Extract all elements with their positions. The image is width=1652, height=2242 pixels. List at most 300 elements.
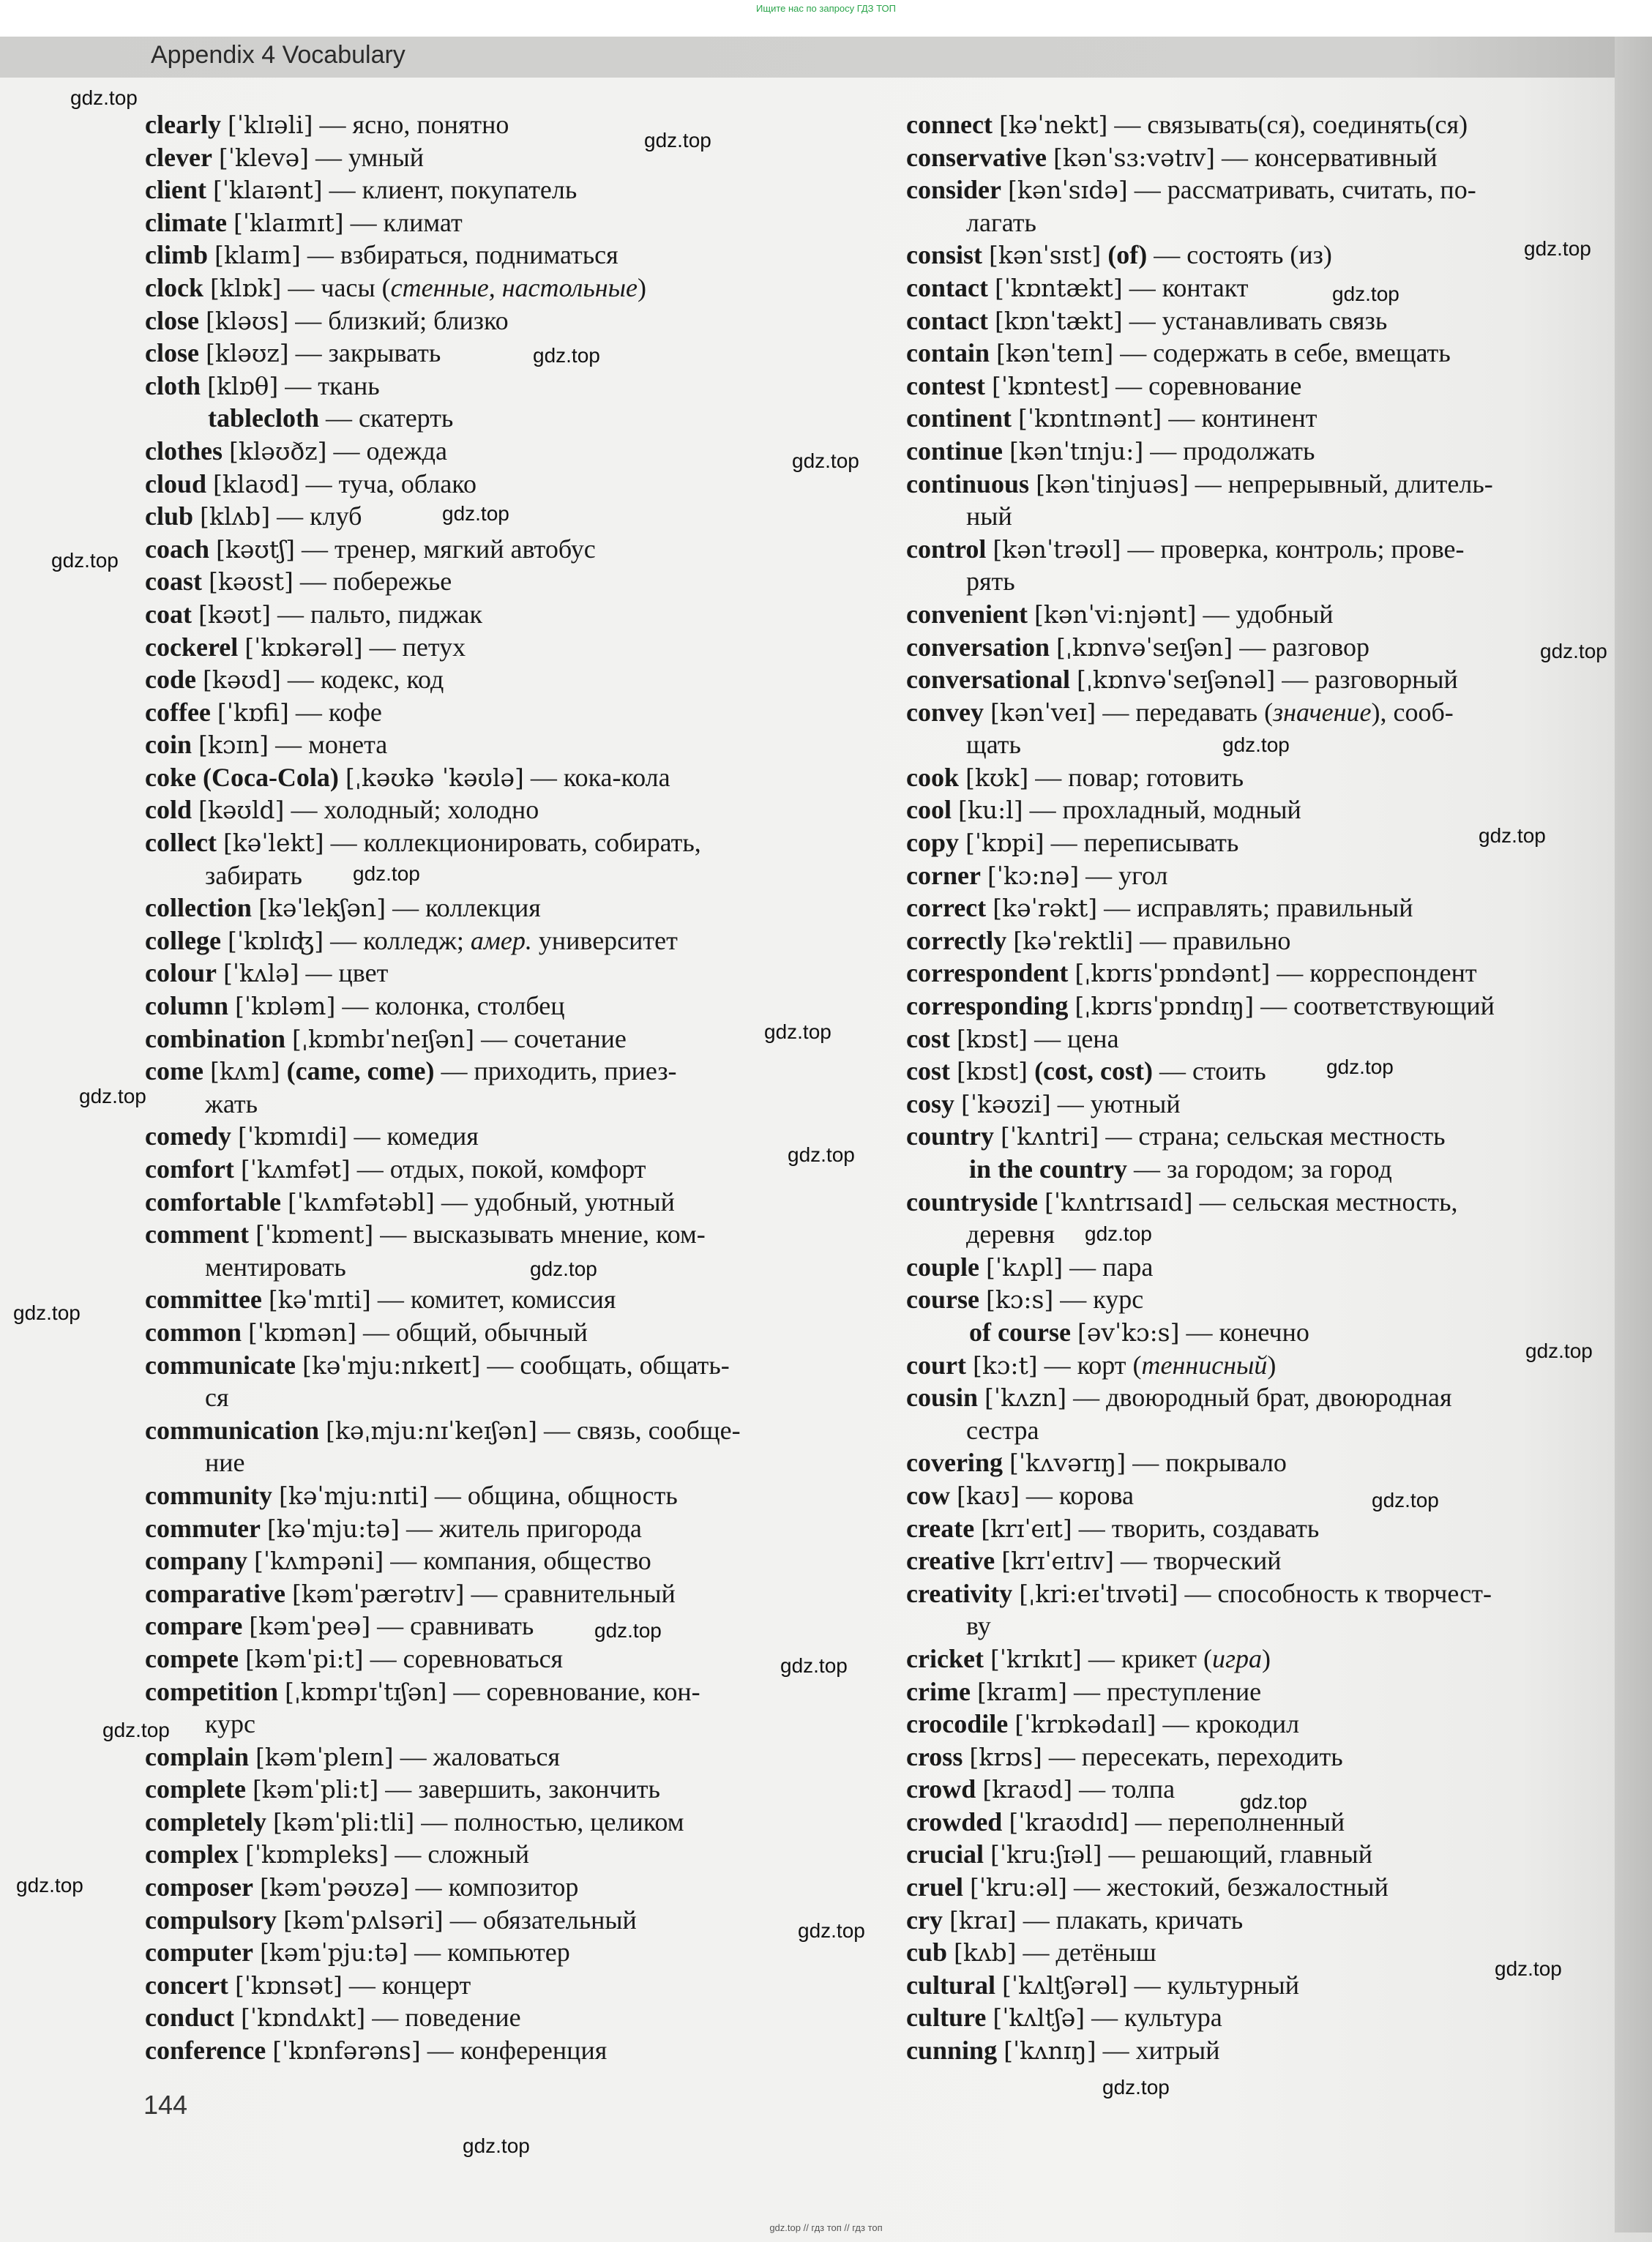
headword: complex <box>145 1839 239 1869</box>
definition: — соревнование, кон- <box>446 1676 700 1706</box>
headword: club <box>145 501 194 531</box>
definition: — коллекция <box>386 893 541 923</box>
definition: — компания, общество <box>384 1546 651 1576</box>
definition: — непрерывный, длитель- <box>1188 468 1493 498</box>
vocabulary-entry <box>906 1316 1609 1349</box>
definition: — житель пригорода <box>399 1513 642 1543</box>
headword: continent <box>906 403 1012 433</box>
transcription: [ˈkʌnɪŋ] <box>1003 2036 1096 2066</box>
vocabulary-entry <box>906 1446 1609 1479</box>
transcription: [kraɪm] <box>976 1677 1067 1706</box>
vocabulary-entry <box>145 239 913 272</box>
definition: — преступление <box>1066 1676 1262 1706</box>
definition: — стоить <box>1153 1056 1266 1086</box>
definition: — комедия <box>347 1121 479 1151</box>
transcription: [kʌb] <box>954 1938 1017 1968</box>
headword: cold <box>145 795 193 825</box>
headword: covering <box>906 1448 1003 1478</box>
definition: — общий, обычный <box>356 1317 588 1347</box>
headword: cosy <box>906 1088 954 1118</box>
headword: community <box>145 1480 272 1510</box>
headword: contact <box>906 305 988 335</box>
transcription: [kɒst] <box>956 1024 1028 1053</box>
vocabulary-entry <box>145 402 913 435</box>
watermark: gdz.top <box>1524 237 1591 260</box>
definition: — переполненный <box>1128 1806 1345 1836</box>
definition: — часы ( <box>281 272 391 302</box>
transcription: [ˈkɒmpleks] <box>244 1840 389 1869</box>
transcription: [kəˈrektli] <box>1013 926 1134 955</box>
definition: — сочетание <box>474 1023 627 1053</box>
watermark: gdz.top <box>102 1719 170 1741</box>
transcription: [kənˈveɪ] <box>990 698 1096 727</box>
transcription: [kənˈsɪdə] <box>1008 176 1128 205</box>
vocabulary-entry <box>906 1838 1609 1871</box>
definition: — побережье <box>293 567 452 597</box>
definition: — климат <box>343 207 463 237</box>
definition: — полностью, целиком <box>414 1806 684 1836</box>
vocabulary-entry <box>145 304 913 337</box>
vocabulary-entry <box>906 892 1609 924</box>
transcription: [krɪˈeɪtɪv] <box>1001 1547 1114 1576</box>
vocabulary-entry <box>145 1349 913 1382</box>
definition: — продолжать <box>1143 436 1315 466</box>
watermark: gdz.top <box>13 1301 81 1324</box>
transcription: [kəmˈpleɪn] <box>255 1742 394 1771</box>
headword: culture <box>906 2003 987 2033</box>
definition-tail: ) <box>1267 1350 1277 1380</box>
watermark: gdz.top <box>798 1919 865 1942</box>
headword: corresponding <box>906 991 1069 1021</box>
definition-italic: стенные, настольные <box>390 272 638 302</box>
headword: course <box>906 1285 979 1315</box>
definition: — повар; готовить <box>1028 762 1244 792</box>
headword: comment <box>145 1219 249 1249</box>
watermark: gdz.top <box>1495 1957 1562 1980</box>
definition: — компьютер <box>408 1938 570 1968</box>
definition: ся <box>205 1383 229 1413</box>
definition: — удобный <box>1196 599 1334 629</box>
vocabulary-entry <box>145 761 913 794</box>
definition: — конференция <box>420 2036 608 2066</box>
vocabulary-entry <box>145 1283 913 1316</box>
entry-continuation <box>145 1446 913 1479</box>
definition: сестра <box>966 1415 1039 1445</box>
vocabulary-entry <box>906 370 1609 403</box>
vocabulary-entry <box>145 826 913 859</box>
definition: — сложный <box>388 1839 529 1869</box>
vocabulary-entry <box>145 1544 913 1577</box>
headword: country <box>906 1121 994 1151</box>
vocabulary-entry <box>906 1186 1609 1219</box>
entry-continuation <box>906 206 1609 239</box>
vocabulary-entry <box>145 1186 913 1219</box>
headword: conversational <box>906 665 1070 695</box>
headword: correct <box>906 893 987 923</box>
headword: crucial <box>906 1839 984 1869</box>
transcription: [ˈkru:əl] <box>969 1873 1068 1902</box>
vocabulary-entry <box>906 272 1609 304</box>
page-number: 144 <box>143 2090 188 2120</box>
transcription: [kəˈlekʃən] <box>258 894 386 923</box>
headword: completely <box>145 1806 266 1836</box>
definition: — высказывать мнение, ком- <box>373 1219 706 1249</box>
vocabulary-entry <box>906 957 1609 990</box>
watermark: gdz.top <box>644 129 711 152</box>
transcription: [ˈkʌvərɪŋ] <box>1009 1449 1126 1478</box>
vocabulary-entry <box>906 598 1609 631</box>
transcription: [kənˈsɪst] <box>989 241 1102 270</box>
watermark: gdz.top <box>1525 1339 1593 1362</box>
headword: climb <box>145 240 208 270</box>
top-note: Ищите нас по запросу ГДЗ ТОП <box>756 3 896 14</box>
headword: coke (Coca-Cola) <box>145 762 339 792</box>
transcription: [kəˈnekt] <box>998 111 1108 139</box>
transcription: [ˈklɪəli] <box>227 111 313 139</box>
transcription: [kləʊz] <box>205 339 289 368</box>
headword: climate <box>145 207 227 237</box>
definition: — корреспондент <box>1270 958 1477 988</box>
definition: — прохладный, модный <box>1023 795 1301 825</box>
definition: — культурный <box>1127 1970 1300 2000</box>
headword: clothes <box>145 436 223 466</box>
transcription: [kraɪ] <box>949 1905 1017 1935</box>
transcription: [kənˈteɪn] <box>996 339 1114 368</box>
transcription: [ˈkʌmpəni] <box>254 1547 384 1576</box>
definition: — связывать(ся), соединять(ся) <box>1107 110 1468 139</box>
definition: — ткань <box>278 370 380 400</box>
definition: — колледж; <box>324 925 471 955</box>
definition: — детёныш <box>1016 1938 1156 1968</box>
footer-note: gdz.top // гдз топ // гдз топ <box>769 2222 883 2233</box>
headword: crime <box>906 1676 971 1706</box>
vocabulary-entry <box>906 1283 1609 1316</box>
transcription: [kəˈmju:nɪti] <box>279 1481 428 1510</box>
definition: — жестокий, безжалостный <box>1067 1872 1388 1902</box>
vocabulary-entry <box>145 696 913 729</box>
watermark: gdz.top <box>1326 1055 1394 1078</box>
transcription: [ˈkɒntækt] <box>994 273 1123 302</box>
definition: — поведение <box>365 2003 521 2033</box>
definition: — кодекс, код <box>280 665 444 695</box>
definition: — соответствующий <box>1254 991 1495 1021</box>
definition: — связь, сообще- <box>537 1415 741 1445</box>
headword: consider <box>906 175 1001 205</box>
definition: — одежда <box>326 436 447 466</box>
definition: курс <box>205 1709 255 1739</box>
definition: — страна; сельская местность <box>1099 1121 1446 1151</box>
definition: — петух <box>362 632 466 662</box>
vocabulary-entry <box>145 663 913 696</box>
transcription: [kləʊðz] <box>228 436 327 466</box>
headword: contest <box>906 370 985 400</box>
definition: — корт ( <box>1037 1350 1142 1380</box>
headword: cross <box>906 1741 963 1771</box>
headword: coat <box>145 599 192 629</box>
transcription: [ˈkrɪkɪt] <box>990 1644 1082 1673</box>
vocabulary-entry <box>145 924 913 957</box>
definition: — разговорный <box>1275 665 1458 695</box>
vocabulary-entry <box>906 1544 1609 1577</box>
watermark: gdz.top <box>1540 640 1607 662</box>
headword: communication <box>145 1415 319 1445</box>
vocabulary-entry <box>906 108 1609 141</box>
transcription: [kəmˈpju:tə] <box>259 1938 408 1968</box>
headword: conversation <box>906 632 1050 662</box>
definition: — холодный; холодно <box>284 795 539 825</box>
transcription: [ˈkɒləm] <box>235 992 336 1021</box>
vocabulary-entry <box>906 533 1609 566</box>
transcription: [kənˈvi:njənt] <box>1034 599 1197 629</box>
transcription: [ˈkɒpi] <box>965 829 1044 858</box>
headword: contain <box>906 338 990 368</box>
vocabulary-entry <box>145 500 913 533</box>
transcription: [kənˈtinjuəs] <box>1036 469 1189 498</box>
vocabulary-entry <box>906 1120 1609 1153</box>
definition: рять <box>966 567 1015 597</box>
vocabulary-entry <box>145 108 913 141</box>
headword: company <box>145 1546 248 1576</box>
watermark: gdz.top <box>1102 2076 1170 2099</box>
watermark: gdz.top <box>594 1619 662 1642</box>
headword: compare <box>145 1611 243 1641</box>
definition: — кофе <box>288 697 382 727</box>
headword: client <box>145 175 206 205</box>
vocabulary-entry <box>145 1741 913 1774</box>
headword: tablecloth <box>208 403 319 433</box>
transcription: [ˈkʌmfət] <box>240 1155 351 1184</box>
vocabulary-entry <box>145 2034 913 2067</box>
transcription: [kənˈsɜ:vətɪv] <box>1053 143 1216 172</box>
definition-italic: амер. <box>470 925 532 955</box>
headword: common <box>145 1317 242 1347</box>
vocabulary-entry <box>906 239 1609 272</box>
transcription: [kəmˈpəʊzə] <box>259 1873 409 1902</box>
vocabulary-entry <box>145 1610 913 1643</box>
definition: — сообщать, общать- <box>480 1350 730 1380</box>
vocabulary-entry <box>906 1904 1609 1937</box>
transcription: [əvˈkɔ:s] <box>1077 1318 1180 1347</box>
transcription: [kəˈmɪti] <box>268 1285 371 1315</box>
transcription: [ˈkʌmfətəbl] <box>287 1187 435 1217</box>
definition: — хитрый <box>1096 2036 1220 2066</box>
definition: — крокодил <box>1156 1709 1300 1739</box>
vocabulary-entry <box>906 1708 1609 1741</box>
definition: ву <box>966 1611 991 1641</box>
definition: — кока-кола <box>523 762 670 792</box>
definition: забирать <box>205 860 302 890</box>
headword: composer <box>145 1872 253 1902</box>
transcription: [kəmˈpi:t] <box>244 1644 364 1673</box>
transcription: [kəˈlekt] <box>223 829 324 858</box>
vocabulary-entry <box>145 793 913 826</box>
headword: coast <box>145 567 202 597</box>
vocabulary-entry <box>145 728 913 761</box>
transcription: [ˈkɔ:nə] <box>987 861 1080 890</box>
definition: — концерт <box>342 1970 471 2000</box>
transcription: [kʌm] <box>209 1057 280 1086</box>
headword: couple <box>906 1252 980 1282</box>
headword: cool <box>906 795 952 825</box>
transcription: [klaʊd] <box>213 469 299 498</box>
vocabulary-entry <box>906 1153 1609 1186</box>
vocabulary-entry <box>145 1316 913 1349</box>
headword: creativity <box>906 1578 1013 1608</box>
transcription: [kɔ:s] <box>985 1285 1054 1315</box>
definition: — цена <box>1028 1023 1119 1053</box>
definition: — творить, создавать <box>1072 1513 1320 1543</box>
definition: — монета <box>269 730 388 760</box>
vocabulary-entry <box>906 1675 1609 1708</box>
headword: crowded <box>906 1806 1003 1836</box>
definition: — скатерть <box>318 403 454 433</box>
definition: — клуб <box>270 501 362 531</box>
vocabulary-entry <box>906 631 1609 664</box>
transcription: [kəʊld] <box>198 796 285 825</box>
definition: — устанавливать связь <box>1122 305 1388 335</box>
definition-italic: игра <box>1211 1643 1263 1673</box>
definition: — сравнительный <box>464 1578 676 1608</box>
transcription: [kəmˈpærətɪv] <box>291 1579 465 1608</box>
headword: court <box>906 1350 966 1380</box>
definition: — пара <box>1063 1252 1154 1282</box>
watermark: gdz.top <box>70 86 138 109</box>
definition: — исправлять; правильный <box>1097 893 1413 923</box>
definition: — творческий <box>1113 1546 1282 1576</box>
watermark: gdz.top <box>1085 1222 1152 1245</box>
transcription: [kləʊs] <box>205 306 289 335</box>
definition: деревня <box>966 1219 1055 1249</box>
definition: — передавать ( <box>1096 697 1274 727</box>
headword: come <box>145 1056 203 1086</box>
definition: — завершить, закончить <box>378 1774 660 1804</box>
headword: complete <box>145 1774 246 1804</box>
definition: — толпа <box>1072 1774 1176 1804</box>
vocabulary-entry <box>906 761 1609 794</box>
entry-continuation <box>145 1251 913 1284</box>
definition: — решающий, главный <box>1102 1839 1372 1869</box>
transcription: [kəˈrəkt] <box>993 894 1098 923</box>
headword: commuter <box>145 1513 261 1543</box>
entry-continuation <box>906 1414 1609 1447</box>
vocabulary-entry <box>906 402 1609 435</box>
watermark: gdz.top <box>51 549 119 572</box>
watermark: gdz.top <box>780 1654 848 1677</box>
definition: — сельская местность, <box>1192 1187 1458 1217</box>
vocabulary-entry <box>145 1577 913 1610</box>
transcription: [kəˈmju:nɪkeɪt] <box>302 1350 481 1380</box>
vocabulary-entry <box>145 1055 913 1088</box>
definition: — удобный, уютный <box>434 1187 675 1217</box>
headword: cockerel <box>145 632 239 662</box>
headword: compulsory <box>145 1905 277 1935</box>
watermark: gdz.top <box>79 1085 146 1107</box>
headword: convey <box>906 697 984 727</box>
definition-tail: университет <box>531 925 678 955</box>
headword: college <box>145 925 221 955</box>
transcription: [kəmˈpli:tli] <box>272 1807 415 1836</box>
headword: comfort <box>145 1154 234 1184</box>
vocabulary-entry <box>906 924 1609 957</box>
vocabulary-entry <box>906 304 1609 337</box>
transcription: [klɒθ] <box>207 371 279 400</box>
transcription: [ˈkɒmɪdi] <box>237 1122 348 1151</box>
definition: — близкий; близко <box>288 305 509 335</box>
headword: countryside <box>906 1187 1038 1217</box>
definition: — за городом; за город <box>1127 1154 1392 1184</box>
definition: — соревноваться <box>363 1643 564 1673</box>
headword: connect <box>906 110 993 139</box>
definition: — содержать в себе, вмещать <box>1113 338 1451 368</box>
headword: code <box>145 665 196 695</box>
transcription: [ˈkʌltʃə] <box>993 2003 1085 2033</box>
watermark: gdz.top <box>1479 824 1546 847</box>
headword: cost <box>906 1056 950 1086</box>
headword: collection <box>145 893 252 923</box>
headword: committee <box>145 1285 262 1315</box>
transcription: [kɔ:t] <box>972 1350 1038 1380</box>
headword: continue <box>906 436 1003 466</box>
definition: — клиент, покупатель <box>322 175 578 205</box>
definition: — пересекать, переходить <box>1042 1741 1343 1771</box>
vocabulary-entry <box>906 141 1609 174</box>
entry-continuation <box>906 565 1609 598</box>
watermark: gdz.top <box>442 502 509 525</box>
headword: column <box>145 991 229 1021</box>
headword: correspondent <box>906 958 1069 988</box>
headword: control <box>906 534 987 564</box>
headword: copy <box>906 828 959 858</box>
transcription: [kɒst] <box>956 1057 1028 1086</box>
definition: — соревнование <box>1109 370 1302 400</box>
definition: ный <box>966 501 1012 531</box>
vocabulary-column-right <box>906 108 1609 2067</box>
transcription: [ˌkɒnvəˈseɪʃənəl] <box>1076 665 1276 695</box>
definition: — колонка, столбец <box>335 991 565 1021</box>
vocabulary-entry <box>145 892 913 924</box>
vocabulary-entry <box>145 1871 913 1904</box>
definition: — покрывало <box>1126 1448 1287 1478</box>
entry-continuation <box>906 500 1609 533</box>
headword: cow <box>906 1480 950 1510</box>
entry-continuation <box>145 1381 913 1414</box>
headword: colour <box>145 958 217 988</box>
definition: — коллекционировать, собирать, <box>324 828 701 858</box>
vocabulary-entry <box>906 793 1609 826</box>
vocabulary-entry <box>906 1577 1609 1610</box>
vocabulary-entry <box>145 206 913 239</box>
headword: in the country <box>969 1154 1127 1184</box>
entry-continuation <box>906 1218 1609 1251</box>
definition-italic: теннисный <box>1141 1350 1268 1380</box>
headword: communicate <box>145 1350 296 1380</box>
definition: — угол <box>1079 860 1168 890</box>
transcription: [ˈkɒlɪʤ] <box>227 926 324 955</box>
vocabulary-entry <box>906 1381 1609 1414</box>
headword: correctly <box>906 925 1007 955</box>
headword: conference <box>145 2036 266 2066</box>
vocabulary-entry <box>906 696 1609 729</box>
vocabulary-entry <box>145 1479 913 1512</box>
headword: computer <box>145 1938 253 1968</box>
headword: coach <box>145 534 209 564</box>
definition: — туча, облако <box>299 468 476 498</box>
headword: cost <box>906 1023 950 1053</box>
headword: cousin <box>906 1383 979 1413</box>
watermark: gdz.top <box>792 449 859 472</box>
headword: conduct <box>145 2003 235 2033</box>
transcription: [ˌkɒrɪsˈpɒndɪŋ] <box>1074 992 1255 1021</box>
